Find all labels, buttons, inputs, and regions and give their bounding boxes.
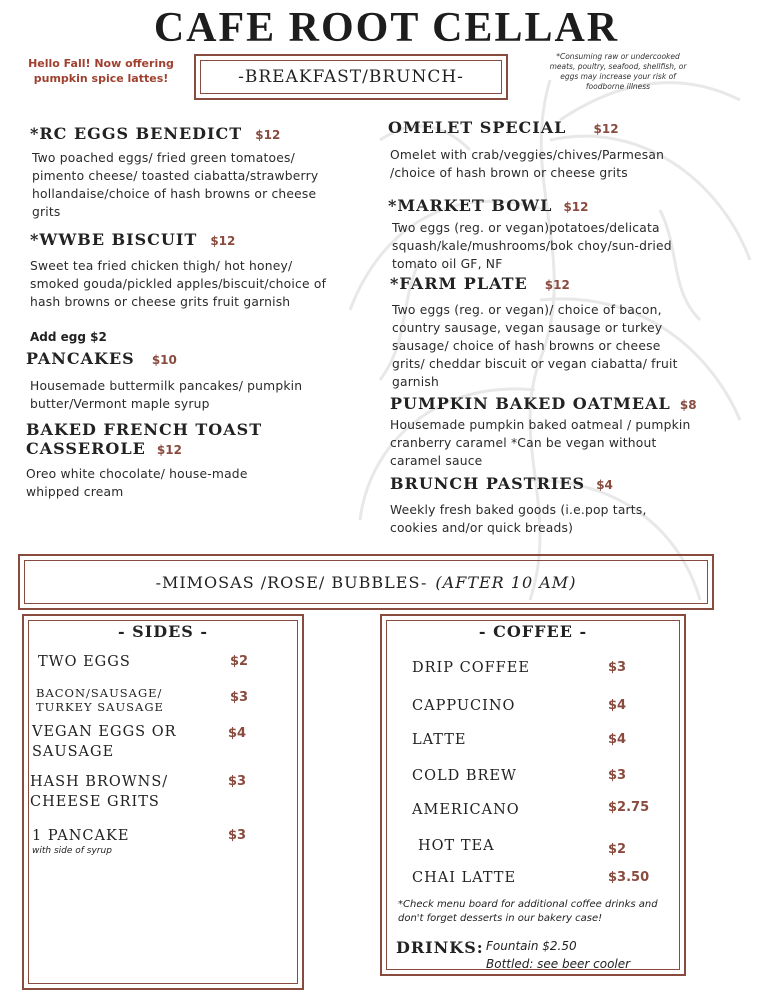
item-description: Two eggs (reg. or vegan)potatoes/delicata squash/kale/mushrooms/bok choy/sun-dried tomato oil GF, NF [392, 221, 672, 271]
item-name: *WWBE BISCUIT [30, 230, 198, 249]
menu-item-french-toast [26, 420, 262, 458]
item-description: Oreo white chocolate/ house-made whipped cream [26, 467, 248, 499]
menu-item-pumpkin-oatmeal [390, 394, 697, 413]
menu-item-brunch-pastries [390, 474, 613, 493]
item-price: $10 [151, 353, 177, 367]
item-name: PUMPKIN BAKED OATMEAL [390, 394, 671, 413]
item-price: $12 [210, 234, 236, 248]
menu-item-market-bowl [388, 196, 589, 215]
side-name: HASH BROWNS/ [30, 774, 169, 790]
mimosa-banner [18, 554, 714, 610]
item-name-line2: CASSEROLE [26, 439, 146, 458]
coffee-item-chai-latte: CHAI LATTE [412, 870, 517, 886]
menu-item-omelet-special [388, 118, 619, 137]
side-price: $3 [230, 690, 249, 705]
page-title: CAFE ROOT CELLAR [153, 5, 620, 51]
side-item-pancake [32, 826, 129, 856]
item-name: *RC EGGS BENEDICT [30, 124, 243, 143]
coffee-price: $2.75 [608, 800, 650, 815]
breakfast-brunch-header-box [194, 54, 508, 100]
coffee-menu-note: *Check menu board for additional coffee drinks and don't forget desserts in our bakery case! [398, 899, 658, 924]
coffee-item-americano: AMERICANO [412, 802, 520, 818]
item-description: Two poached eggs/ fried green tomatoes/ pimento cheese/ toasted ciabatta/strawberry hollandaise/choice of hash browns or cheese grits [32, 151, 319, 219]
item-price: $12 [156, 443, 182, 457]
mimosa-label: -MIMOSAS /ROSE/ BUBBLES- [155, 572, 428, 592]
coffee-item-drip: DRIP COFFEE [412, 660, 530, 676]
coffee-panel [380, 614, 686, 976]
item-name: PANCAKES [26, 349, 135, 368]
item-price: $12 [563, 200, 589, 214]
item-name: BAKED FRENCH TOAST [26, 420, 263, 439]
coffee-item-latte: LATTE [412, 732, 467, 748]
item-price: $12 [544, 278, 570, 292]
item-description: Housemade pumpkin baked oatmeal / pumpkin cranberry caramel *Can be vegan without caramel sauce [390, 418, 691, 468]
item-name: *MARKET BOWL [388, 196, 553, 215]
drinks-label: DRINKS: [396, 938, 484, 957]
side-name: BACON/SAUSAGE/ [36, 686, 163, 700]
coffee-item-cold-brew: COLD BREW [412, 768, 517, 784]
side-name-line2: SAUSAGE [32, 744, 115, 760]
side-item-hash-browns [30, 772, 168, 812]
side-name-line2: TURKEY SAUSAGE [36, 700, 164, 714]
coffee-price: $3 [608, 660, 627, 675]
item-description: Weekly fresh baked goods (i.e.pop tarts, cookies and/or quick breads) [390, 503, 647, 535]
item-description: Sweet tea fried chicken thigh/ hot honey/ smoked gouda/pickled apples/biscuit/choice of hash browns or cheese grits fruit garnish [30, 259, 327, 309]
item-price: $8 [679, 398, 697, 412]
item-description: Two eggs (reg. or vegan)/ choice of bacon, country sausage, vegan sausage or turkey sausage/ choice of hash browns or cheese grits/ cheddar biscuit or vegan ciabatta/ fruit garnish [392, 303, 678, 389]
coffee-item-hot-tea: HOT TEA [418, 838, 495, 854]
side-item-two-eggs: TWO EGGS [38, 654, 131, 670]
coffee-title: - COFFEE - [478, 622, 588, 641]
sides-title: - SIDES - [117, 622, 209, 641]
coffee-item-cappucino: CAPPUCINO [412, 698, 516, 714]
side-item-vegan-eggs [32, 722, 177, 762]
coffee-price: $4 [608, 698, 627, 713]
mimosa-time-note: (AFTER 10 AM) [435, 572, 577, 592]
item-description: Housemade buttermilk pancakes/ pumpkin butter/Vermont maple syrup [30, 379, 303, 411]
side-item-bacon-sausage [36, 686, 164, 714]
item-description: Omelet with crab/veggies/chives/Parmesan /choice of hash brown or cheese grits [390, 148, 665, 180]
item-price: $12 [593, 122, 619, 136]
item-name: OMELET SPECIAL [388, 118, 567, 137]
item-name: *FARM PLATE [390, 274, 528, 293]
coffee-price: $3.50 [608, 870, 650, 885]
menu-item-farm-plate [390, 274, 570, 293]
breakfast-brunch-header: -BREAKFAST/BRUNCH- [200, 60, 502, 94]
side-price: $2 [230, 654, 249, 669]
drinks-fountain: Fountain $2.50 [486, 939, 577, 953]
side-price: $3 [228, 828, 247, 843]
food-safety-disclaimer: *Consuming raw or undercooked meats, poultry, seafood, shellfish, or eggs may increase your risk of foodborne illness [549, 52, 687, 91]
promo-note: Hello Fall! Now offering pumpkin spice lattes! [28, 57, 174, 85]
side-price: $3 [228, 774, 247, 789]
coffee-price: $2 [608, 842, 627, 857]
item-price: $4 [596, 478, 613, 492]
side-name-line2: CHEESE GRITS [30, 794, 160, 810]
add-egg-note: Add egg $2 [30, 330, 107, 344]
item-price: $12 [255, 128, 281, 142]
side-name: VEGAN EGGS OR [32, 724, 177, 740]
side-sub-note: with side of syrup [32, 846, 112, 856]
item-name: BRUNCH PASTRIES [390, 474, 586, 493]
coffee-price: $4 [608, 732, 627, 747]
menu-item-eggs-benedict [30, 124, 280, 143]
sides-panel [22, 614, 304, 990]
drinks-bottled: Bottled: see beer cooler [486, 957, 631, 971]
mimosa-banner-inner [24, 560, 708, 604]
side-name: 1 PANCAKE [32, 828, 130, 844]
menu-item-pancakes [26, 349, 177, 368]
coffee-price: $3 [608, 768, 627, 783]
menu-item-wwbe-biscuit [30, 230, 235, 249]
side-price: $4 [228, 726, 247, 741]
